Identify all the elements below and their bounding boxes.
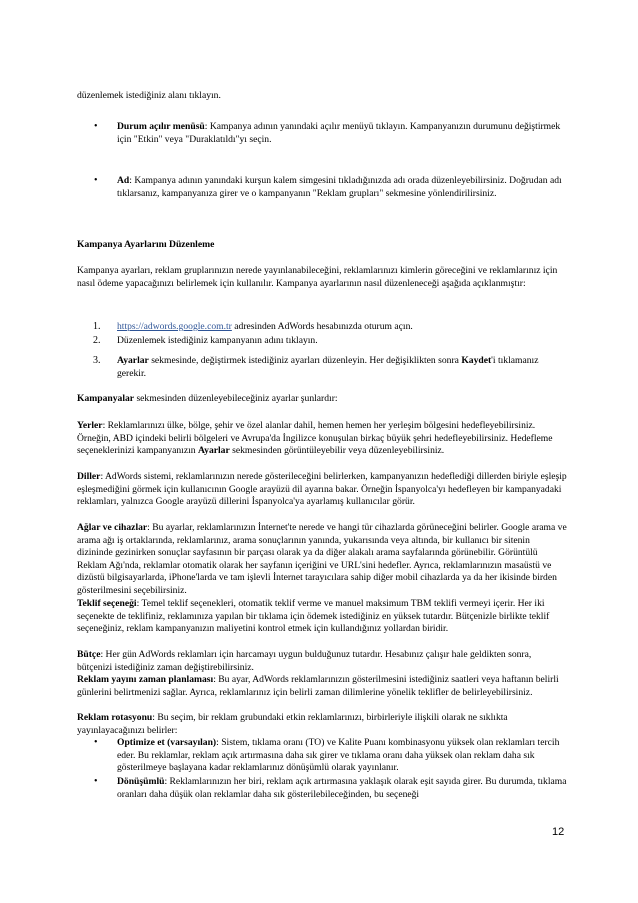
setting-teklif: Teklif seçeneği: Temel teklif seçenekleri, otomatik teklif verme ve manuel maksimum TBM teklifi vermeyi içerir. Her iki seçenekte de teklifiniz, reklamınıza yapılan bir tıklama için ödemek istediğiniz en yüksek tutardır. Bütçenizle birlikte teklif seçeneğiniz, reklam kampanyanızın maliyetini kontrol etmek için kullandığınız yollardan biridir. — [77, 598, 550, 635]
setting-zaman: Reklam yayını zaman planlaması: Bu ayar, AdWords reklamlarınızın gösterilmesini istediğiniz saatleri veya haftanın belirli günlerini belirtmenizi sağlar. Ayrıca, reklamlarınız için belirli zaman dilimlerine yönelik teklifler de belirleyebilirsiniz. — [77, 674, 559, 698]
page-number: 12 — [552, 826, 565, 838]
step-2: Düzenlemek istediğiniz kampanyanın adını tıklayın. — [117, 335, 318, 346]
step-1: https://adwords.google.com.tr adresinden AdWords hesabınızda oturum açın. — [117, 321, 413, 332]
section-heading: Kampanya Ayarlarını Düzenleme — [77, 239, 215, 250]
setting-term: Reklam rotasyonu — [77, 712, 153, 723]
bullet-dot: • — [94, 737, 98, 748]
setting-term: Teklif seçeneği — [77, 598, 137, 609]
bullet-optimize: Optimize et (varsayılan): Sistem, tıklama oranı (TO) ve Kalite Puanı kombinasyonu yüksek olan reklamları tercih eder. Bu reklamlar, reklam açık artırmasına daha sık girer ve tıklama oranı daha yüksek olan reklam daha sık gösterilmeye başlayana kadar reklamlarınız dönüşümlü olarak yayınlanır. — [117, 737, 560, 774]
bullet-term: Ad — [117, 175, 130, 186]
setting-term: Ağlar ve cihazlar — [77, 522, 148, 533]
step-number: 3. — [93, 355, 101, 366]
setting-rotasyon: Reklam rotasyonu: Bu seçim, bir reklam grubundaki etkin reklamlarınızı, birbirleriyle ilişkili olarak ne sıklıkta yayınlayacağınızı belirler: — [77, 712, 508, 736]
setting-aglar: Ağlar ve cihazlar: Bu ayarlar, reklamlarınızın İnternet'te nerede ve hangi tür cihazlarda görüneceğini belirler. Google arama ve arama ağı iş ortaklarında, reklamlarınız, arama sonuçlarının yanında, yukarısında veya altında, bir kullanıcı bir sitenin dizininde gezinirken sonuçlar sayfasının bir parçası olarak ya da diğer alakalı arama sayfalarında görünebilir. Görüntülü Reklam Ağı'nda, reklamlar otomatik olarak her sayfanın içeriğini ve URL'sini hedefler. Ayrıca, reklamlarınızın masaüstü ve dizüstü bilgisayarlarda, iPhone'larda ve tam işlevli İnternet tarayıcılara sahip diğer mobil cihazlarda ya da her ikisinde birden gösterilmesini seçebilirsiniz. — [77, 522, 567, 596]
bullet-ad: Ad: Kampanya adının yanındaki kurşun kalem simgesini tıkladığınızda adı orada düzenleyebilirsiniz. Doğrudan adı tıklarsanız, kampanyanıza girer ve o kampanyanın "Reklam grupları" sekmesine yönlendirilirsiniz. — [117, 175, 562, 199]
setting-term: Bütçe — [77, 649, 101, 660]
intro-line: düzenlemek istediğiniz alanı tıklayın. — [77, 90, 221, 101]
step-number: 2. — [93, 335, 101, 346]
bullet-dot: • — [94, 175, 98, 186]
bullet-durum: Durum açılır menüsü: Kampanya adının yanındaki açılır menüyü tıklayın. Kampanyanızın durumunu değiştirmek için "Etkin" veya "Duraklatıldı"yı seçin. — [117, 121, 561, 145]
setting-term: Diller — [77, 471, 101, 482]
bullet-term: Optimize et (varsayılan) — [117, 737, 217, 748]
step-3: Ayarlar sekmesinde, değiştirmek istediğiniz ayarları düzenleyin. Her değişiklikten sonra Kaydet'i tıklamanız gerekir. — [117, 355, 539, 379]
adwords-link[interactable]: https://adwords.google.com.tr — [117, 321, 232, 332]
setting-term: Yerler — [77, 420, 103, 431]
bullet-donusumlu: Dönüşümlü: Reklamlarınızın her biri, reklam açık artırmasına yaklaşık olarak eşit sayıda girer. Bu durumda, tıklama oranları daha düşük olan reklamlar daha sık gösterilebileceğinden, bu seçeneği — [117, 776, 567, 800]
setting-butce: Bütçe: Her gün AdWords reklamları için harcamayı uygun bulduğunuz tutardır. Hesabınız çalışır hale geldikten sonra, bütçenizi istediğiniz zaman değiştirebilirsiniz. — [77, 649, 532, 673]
section-paragraph: Kampanya ayarları, reklam gruplarınızın nerede yayınlanabileceğini, reklamlarınızı kimlerin göreceğini ve reklamlarınız için nasıl ödeme yapacağınızı belirlemek için kullanılır. Kampanya ayarlarının nasıl düzenleneceği aşağıda açıklanmıştır: — [77, 265, 558, 289]
step-number: 1. — [93, 321, 101, 332]
bullet-dot: • — [94, 776, 98, 787]
setting-term: Reklam yayını zaman planlaması — [77, 674, 214, 685]
bullet-term: Dönüşümlü — [117, 776, 165, 787]
bullet-dot: • — [94, 121, 98, 132]
setting-yerler: Yerler: Reklamlarınızı ülke, bölge, şehir ve özel alanlar dahil, hemen hemen her yerleşim bölgesini hedefleyebilirsiniz. Örneğin, ABD içindeki belirli bölgeleri ve Avrupa'da İngilizce konuşulan birkaç büyük şehri hedefleyebilirsiniz. Hedefleme seçeneklerinizi kampanyanızın Ayarlar sekmesinden görüntüleyebilir veya düzenleyebilirsiniz. — [77, 420, 553, 457]
bullet-term: Durum açılır menüsü — [117, 121, 205, 132]
campaigns-line: Kampanyalar sekmesinden düzenleyebileceğiniz ayarlar şunlardır: — [77, 393, 338, 404]
setting-diller: Diller: AdWords sistemi, reklamlarınızın nerede gösterileceğini belirlerken, kampanyanızın hedeflediği dillerden biriyle eşleşip eşleşmediğini görmek için kullanıcının Google arayüzü dil ayarına bakar. Örneğin İspanyolca'yı hedefleyen bir kampanyadaki reklamları, yalnızca Google arayüzü dillerini İspanyolca'ya ayarlamış kullanıcılar görür. — [77, 471, 567, 508]
